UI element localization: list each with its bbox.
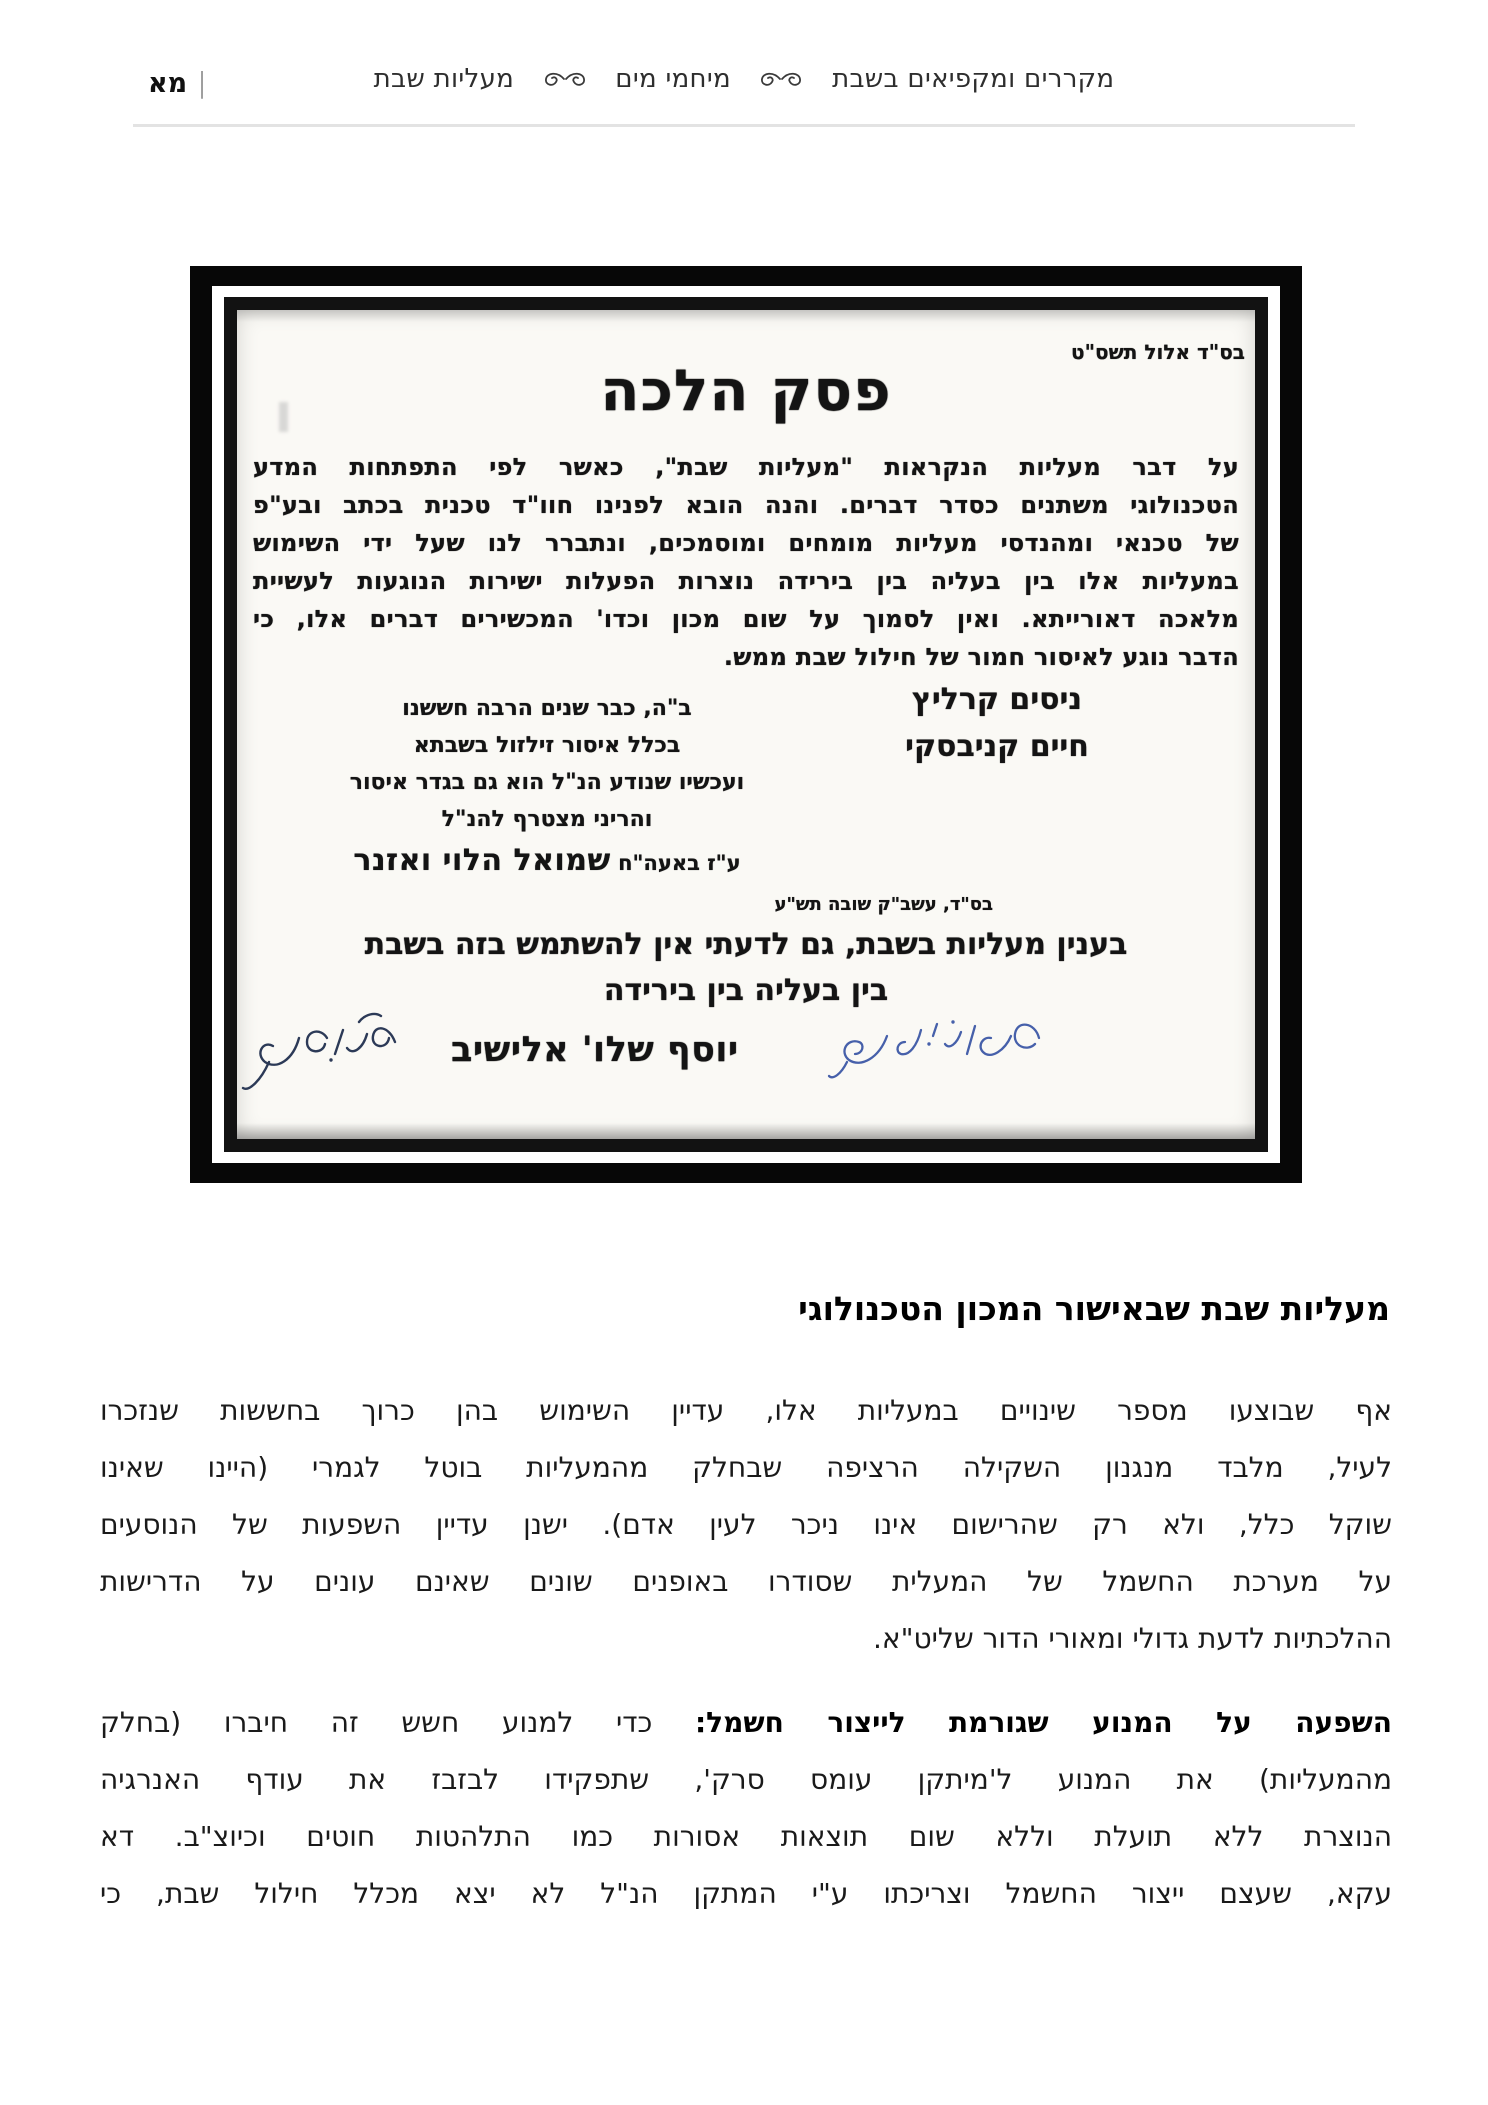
paragraph-line: לעיל, מלבד מנגנון השקילה הרציפה שבחלק מהמעליות בוטל לגמרי (היינו שאינו (100, 1451, 1392, 1484)
document-addendum (275, 690, 819, 882)
header-section-urns: מיחמי מים (615, 64, 731, 94)
document-body-line: של טכנאי ומהנדסי מעליות מומחים ומוסמכים, ונתברר לנו שעל ידי השימוש (253, 529, 1239, 557)
frame-white-gap (212, 286, 1280, 1163)
document-body-line: הטכנולוגי משתנים כסדר דברים. והנה הובא לפנינו חוו"ד טכנית בכתב ובע"פ (253, 491, 1239, 519)
handwritten-signature-blue-icon (825, 1010, 1047, 1094)
document-body-line: על דבר מעליות הנקראות "מעליות שבת", כאשר לפי התפתחות המדע (253, 453, 1239, 481)
addendum-signoff-prefix: ע"ז באעה"ח (618, 851, 741, 875)
document-body (253, 448, 1239, 676)
page-number-value: מא (148, 68, 188, 99)
document-signers (871, 676, 1123, 770)
paragraph-1 (100, 1382, 1392, 1667)
signer-karelitz: ניסים קרליץ (912, 682, 1082, 717)
document-date-top: בס"ד אלול תשס"ט (1071, 340, 1245, 364)
paragraph-line: מהמעליות) את המנוע ל'מיתקן עומס סרק', שתפקידו לבזבז את עודף האנרגיה (100, 1763, 1392, 1796)
addendum-line: והריני מצטרף להנ"ל (441, 807, 653, 832)
signer-kanievsky: חיים קניבסקי (905, 729, 1089, 764)
addendum-line: ב"ה, כבר שנים הרבה חששנו (402, 696, 692, 721)
ruling-line: בין בעליה בין בירידה (603, 973, 889, 1008)
handwritten-signature-ink-icon (239, 1004, 399, 1104)
paragraph-line (100, 1694, 1392, 1751)
section-heading: מעליות שבת שבאישור המכון הטכנולוגי (798, 1289, 1390, 1328)
paragraph-line: עקא, שעצם ייצור החשמל וצריכתו ע"י המתקן הנ"ל לא יצא מכלל חילול שבת, כי (100, 1877, 1392, 1910)
ruling-line: בענין מעליות בשבת, גם לדעתי אין להשתמש בזה בשבת (364, 927, 1128, 962)
document-date-bottom: בס"ד, עשב"ק שובה תש"ע (774, 894, 993, 915)
document-title: פסק הלכה (600, 358, 892, 424)
header-divider (133, 124, 1355, 127)
scan-artifact (279, 402, 288, 432)
paragraph-line: שוקל כלל, ולא רק שהרישום אינו ניכר לעין אדם). ישנן עדיין השפעות של הנוסעים (100, 1508, 1392, 1541)
scanned-document (237, 310, 1255, 1139)
psak-document-image (190, 266, 1302, 1183)
header-section-refrigerators: מקררים ומקפיאים בשבת (832, 64, 1115, 94)
page-number-separator: | (197, 66, 207, 99)
running-header (0, 64, 1488, 96)
document-body-line: במעליות אלו בין בעליה בין בירידה נוצרות הפעלות ישירות הנוגעות לעשיית (253, 567, 1239, 595)
paragraph-line: ההלכתיות לדעת גדולי ומאורי הדור שליט"א. (873, 1622, 1392, 1655)
document-ruling (237, 922, 1255, 1014)
paragraph-line-rest: כדי למנוע חשש זה חיברו (בחלק (100, 1706, 653, 1739)
addendum-line: ועכשיו שנודע הנ"ל הוא גם בגדר איסור (349, 770, 745, 795)
frame-inner-border (224, 297, 1268, 1152)
signer-elyashiv: יוסף שלו' אלישיב (451, 1030, 739, 1070)
floral-ornament-icon (759, 66, 803, 96)
paragraph-line: אף שבוצעו מספר שינויים במעליות אלו, עדיין השימוש בהן כרוך בחששות שנזכרו (100, 1394, 1392, 1427)
header-section-elevators: מעליות שבת (373, 64, 515, 94)
paragraph-2 (100, 1694, 1392, 1922)
document-body-line: מלאכה דאורייתא. ואין לסמוך על שום מכון וכדו' המכשירים דברים אלו, כי (253, 605, 1239, 633)
paragraph-line: הנוצרת ללא תועלת וללא שום תוצאות אסורות כמו התלהטות חוטים וכיוצ"ב. דא (100, 1820, 1392, 1853)
addendum-signoff (275, 842, 819, 882)
addendum-line: בכלל איסור זילזול בשבתא (413, 733, 681, 758)
signer-wosner: שמואל הלוי ואזנר (353, 843, 611, 878)
paragraph-line: על מערכת החשמל של המעלית שסודרו באופנים שונים שאינם עונים על הדרישות (100, 1565, 1392, 1598)
floral-ornament-icon (543, 66, 587, 96)
paragraph-bold-lead: השפעה על המנוע שגורמת לייצור חשמל: (694, 1706, 1393, 1739)
document-body-line: הדבר נוגע לאיסור חמור של חילול שבת ממש. (723, 643, 1239, 671)
